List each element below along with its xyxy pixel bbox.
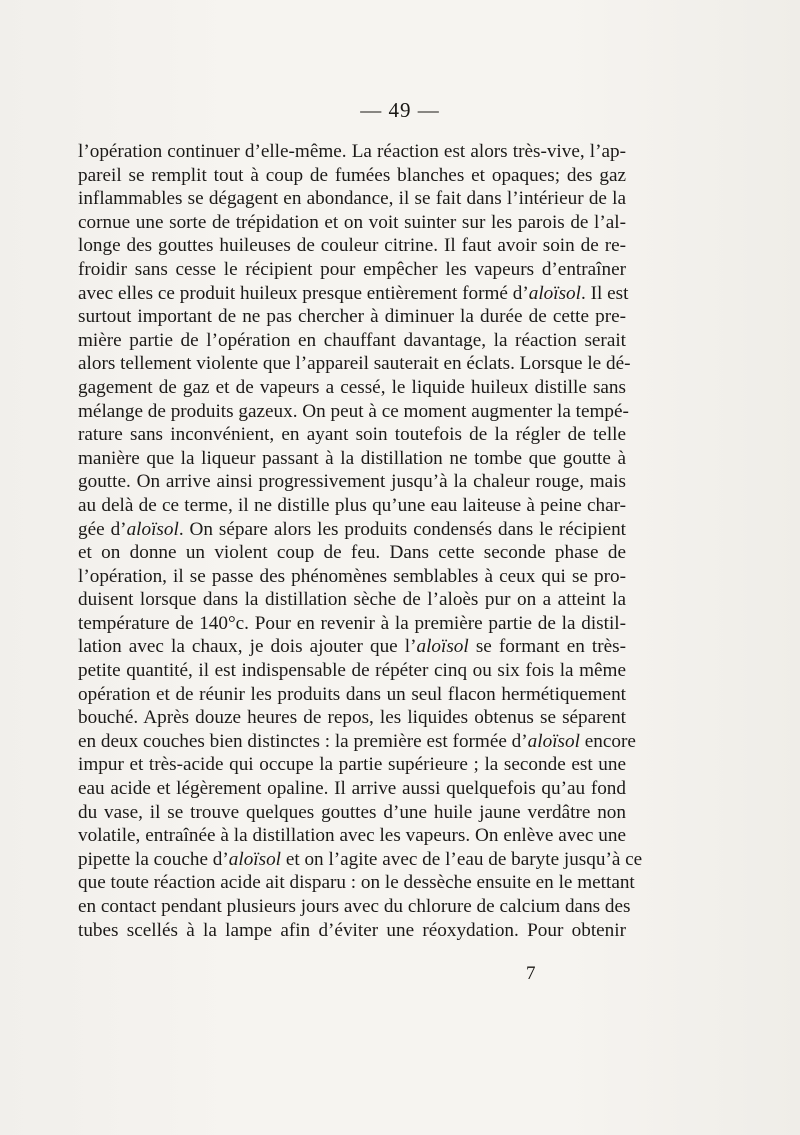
body-text	[78, 140, 643, 942]
italic-term: aloïsol	[528, 282, 581, 304]
signature-mark: 7	[526, 963, 536, 984]
text-line: l’opération continuer d’elle-même. La réaction est alors très-vive, l’ap-	[78, 141, 626, 162]
text-line: que toute réaction acide ait disparu : on le dessèche ensuite en le mettant	[78, 872, 635, 894]
text-line: cornue une sorte de trépidation et on voit suinter sur les parois de l’al-	[78, 211, 626, 233]
text-line: température de 140°c. Pour en revenir à la première partie de la distil-	[78, 612, 626, 634]
italic-term: aloïsol	[228, 848, 282, 870]
text-line: pipette la couche d’aloïsol et on l’agite avec de l’eau de baryte jusqu’à ce	[78, 848, 643, 870]
italic-term: aloïsol	[416, 636, 469, 658]
text-line: surtout important de ne pas chercher à diminuer la durée de cette pre-	[78, 306, 626, 328]
text-line: et on donne un violent coup de feu. Dans cette seconde phase de	[78, 542, 626, 564]
text-line: duisent lorsque dans la distillation sèche de l’aloès pur on a atteint la	[78, 589, 626, 611]
text-line: eau acide et légèrement opaline. Il arrive aussi quelquefois qu’au fond	[78, 778, 626, 800]
italic-term: aloïsol	[126, 518, 179, 540]
text-line: pareil se remplit tout à coup de fumées blanches et opaques; des gaz	[78, 164, 626, 186]
text-line: l’opération, il se passe des phénomènes semblables à ceux qui se pro-	[78, 565, 626, 587]
text-line: longe des gouttes huileuses de couleur citrine. Il faut avoir soin de re-	[78, 235, 626, 257]
text-line: gagement de gaz et de vapeurs a cessé, le liquide huileux distille sans	[78, 376, 626, 398]
text-line: goutte. On arrive ainsi progressivement jusqu’à la chaleur rouge, mais	[78, 471, 626, 493]
text-line: bouché. Après douze heures de repos, les liquides obtenus se séparent	[78, 707, 626, 729]
italic-term: aloïsol	[527, 730, 580, 752]
text-line: avec elles ce produit huileux presque entièrement formé d’aloïsol. Il est	[78, 282, 629, 304]
text-line: mélange de produits gazeux. On peut à ce moment augmenter la tempé-	[78, 400, 629, 422]
page-number: — 49 —	[360, 98, 440, 122]
text-line: impur et très-acide qui occupe la partie supérieure ; la seconde est une	[78, 754, 626, 776]
text-line: en deux couches bien distinctes : la première est formée d’aloïsol encore	[78, 730, 636, 752]
text-line: alors tellement violente que l’appareil sauterait en éclats. Lorsque le dé-	[78, 353, 631, 375]
text-line: au delà de ce terme, il ne distille plus qu’une eau laiteuse à peine char-	[78, 494, 626, 516]
text-line: inflammables se dégagent en abondance, il se fait dans l’intérieur de la	[78, 188, 626, 210]
text-line: en contact pendant plusieurs jours avec du chlorure de calcium dans des	[78, 896, 631, 917]
text-line: froidir sans cesse le récipient pour empêcher les vapeurs d’entraîner	[78, 258, 626, 280]
text-line: volatile, entraînée à la distillation avec les vapeurs. On enlève avec une	[78, 825, 626, 847]
text-line: lation avec la chaux, je dois ajouter que l’aloïsol se formant en très-	[78, 636, 626, 658]
text-line: manière que la liqueur passant à la distillation ne tombe que goutte à	[78, 447, 626, 469]
text-line: tubes scellés à la lampe afin d’éviter une réoxydation. Pour obtenir	[78, 919, 626, 941]
text-line: mière partie de l’opération en chauffant davantage, la réaction serait	[78, 329, 626, 351]
text-line: petite quantité, il est indispensable de répéter cinq ou six fois la même	[78, 660, 626, 682]
text-line: du vase, il se trouve quelques gouttes d’une huile jaune verdâtre non	[78, 801, 626, 823]
text-line: opération et de réunir les produits dans un seul flacon hermétiquement	[78, 683, 626, 705]
text-line: gée d’aloïsol. On sépare alors les produits condensés dans le récipient	[78, 518, 626, 540]
text-line: rature sans inconvénient, en ayant soin toutefois de la régler de telle	[78, 424, 626, 446]
